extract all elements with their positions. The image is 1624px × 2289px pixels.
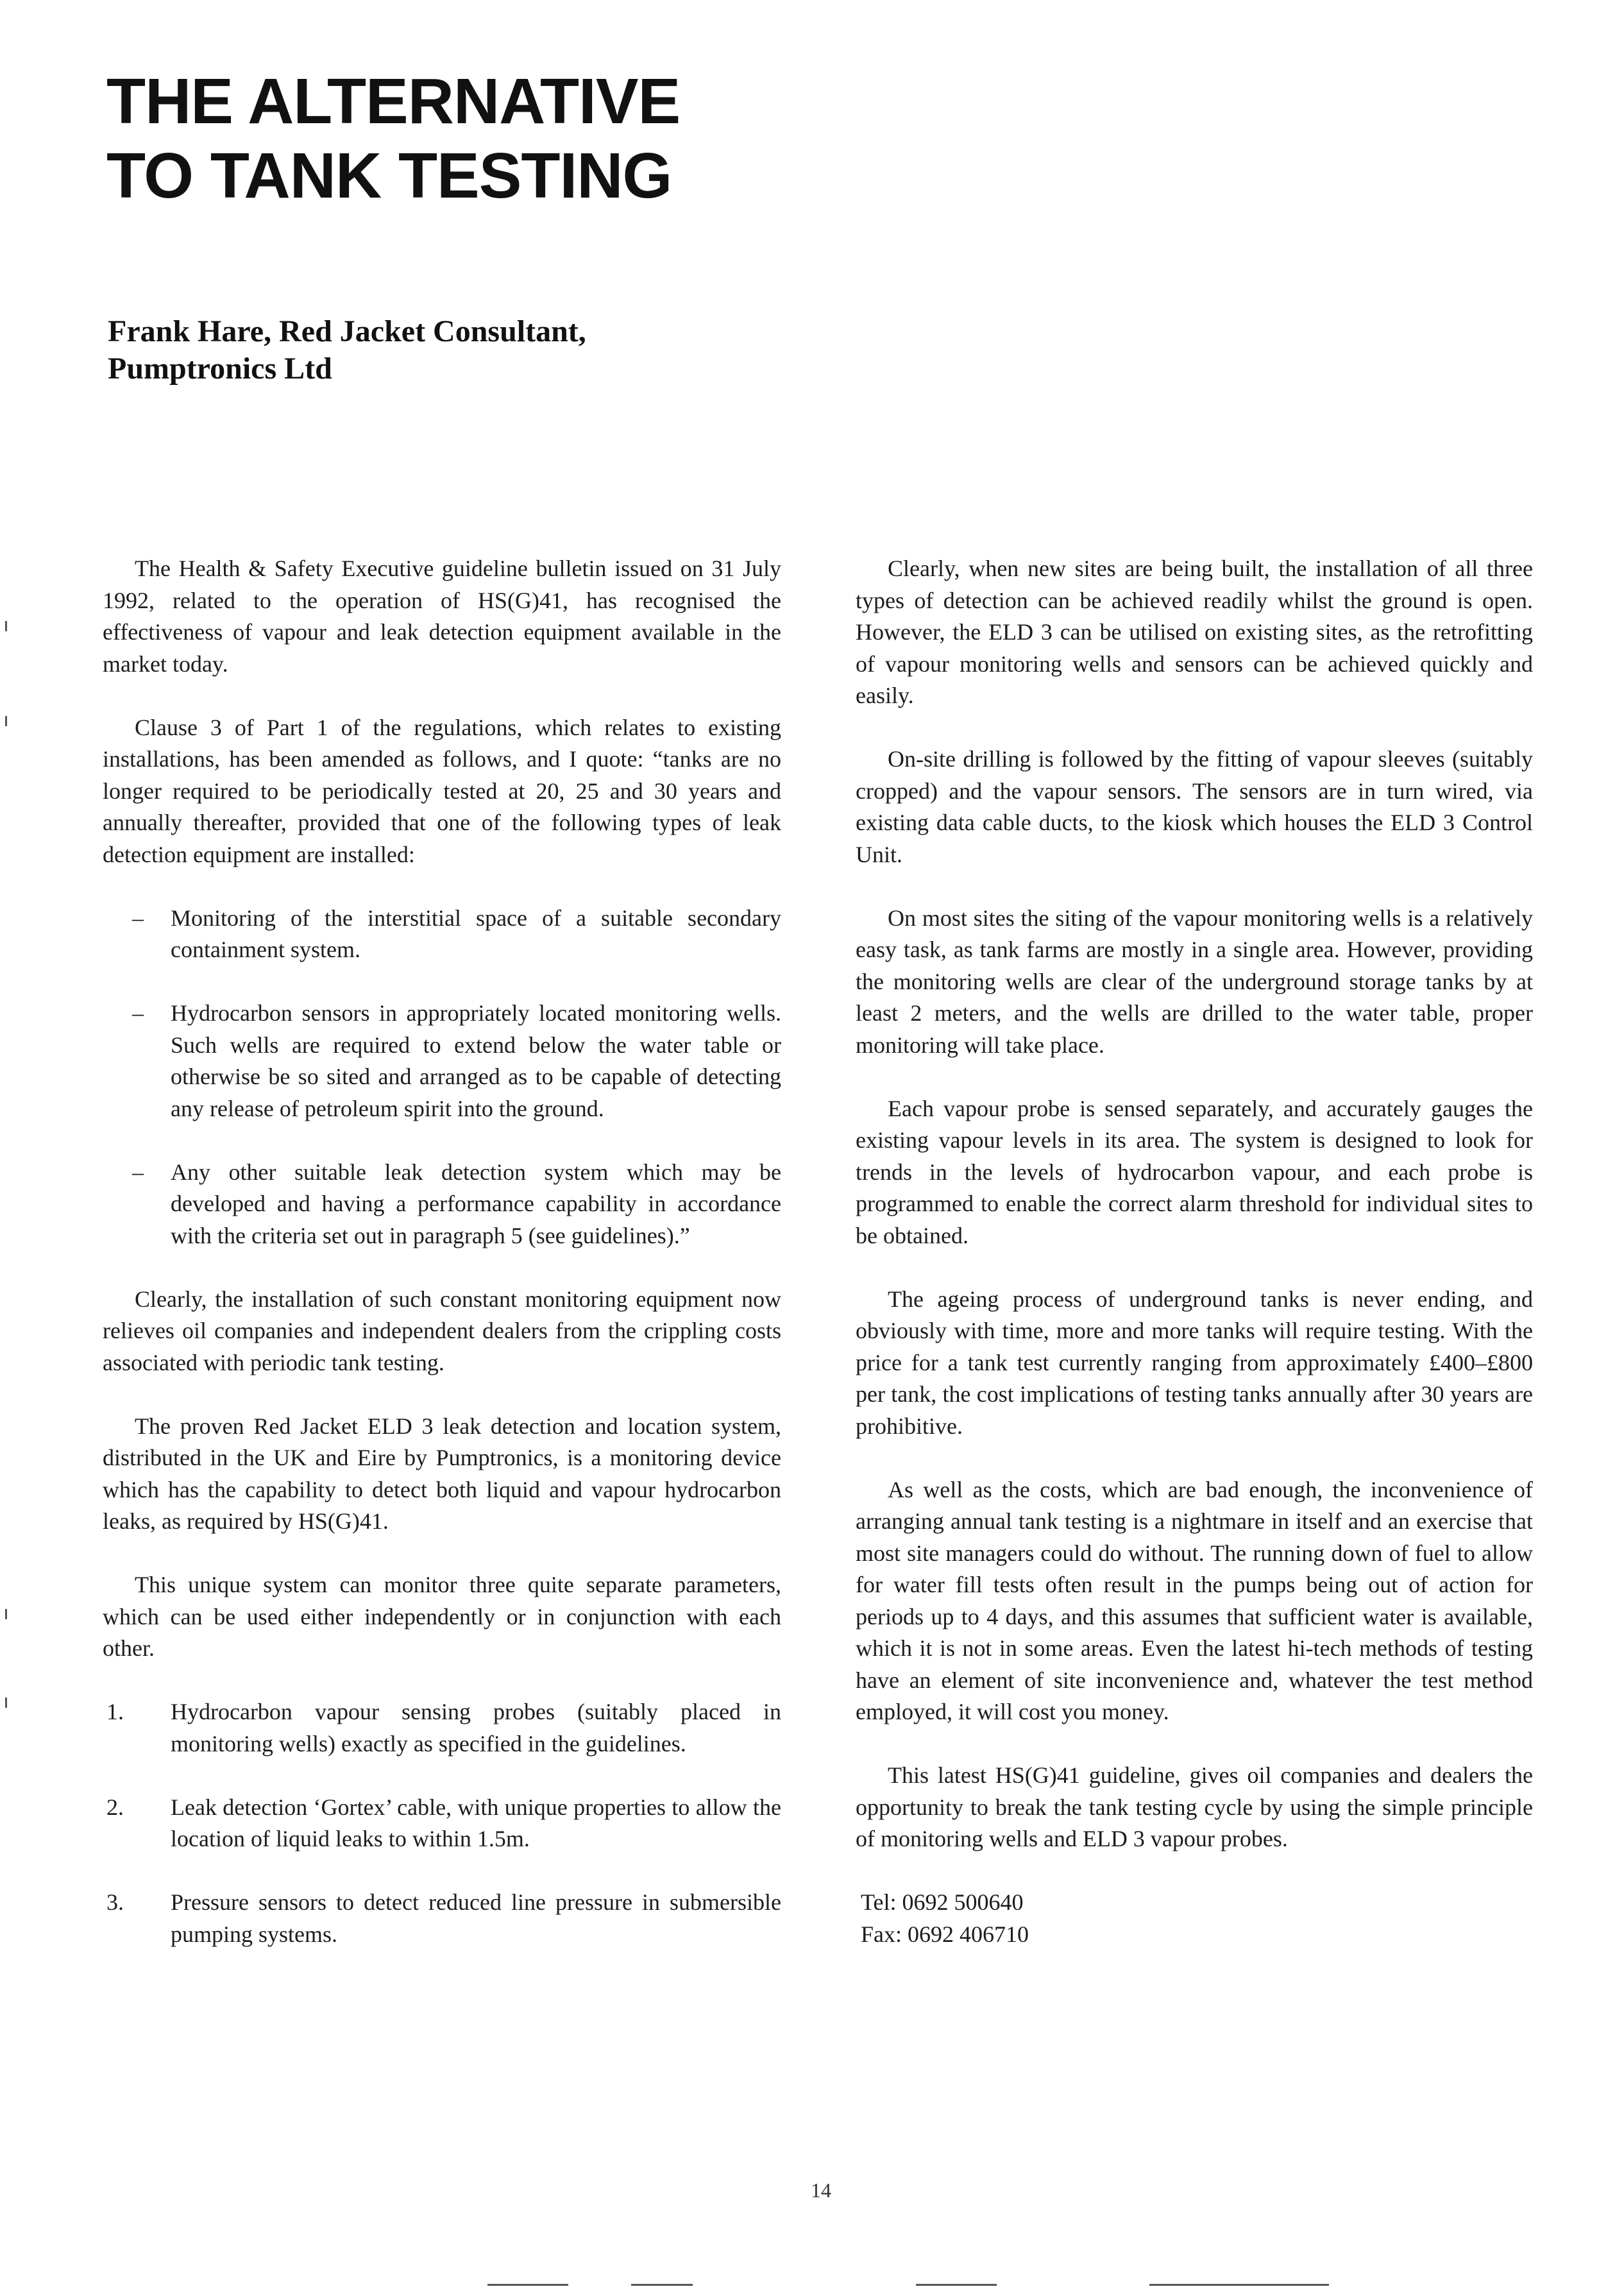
scan-edge-line xyxy=(631,2284,693,2286)
right-column xyxy=(856,553,1533,1950)
fax-number: Fax: 0692 406710 xyxy=(861,1921,1029,1947)
paragraph: The proven Red Jacket ELD 3 leak detection and location system, distributed in the UK and Eire by Pumptronics, is a monitoring device which has the capability to detect both liquid and vapour hydrocarbon leaks, as required by HS(G)41. xyxy=(103,1413,781,1534)
author-line-1: Frank Hare, Red Jacket Consultant, xyxy=(108,314,586,348)
list-number: 2. xyxy=(106,1794,124,1820)
paragraph: As well as the costs, which are bad enough, the inconvenience of arranging annual tank testing is a nightmare in itself and an exercise that most site managers could do without. The running down of fuel to allow for water fill tests often result in the pumps being out of action for periods up to 4 days, and this assumes that sufficient water is available, which it is not in some areas. Even the latest hi-tech methods of testing have an element of site inconvenience and, whatever the test method employed, it will cost you money. xyxy=(856,1476,1533,1724)
author-byline xyxy=(108,313,586,387)
contact-info xyxy=(856,1887,1533,1950)
dash-marker: – xyxy=(132,1000,144,1026)
article-title xyxy=(106,64,680,213)
title-line-1: THE ALTERNATIVE xyxy=(106,65,681,137)
page-number: 14 xyxy=(811,2179,831,2202)
left-column xyxy=(103,553,781,1982)
author-line-2: Pumptronics Ltd xyxy=(108,352,332,386)
scan-mark xyxy=(5,1609,7,1619)
list-item-text: Hydrocarbon vapour sensing probes (suitably placed in monitoring wells) exactly as specified in the guidelines. xyxy=(171,1699,781,1757)
scan-edge-line xyxy=(916,2284,997,2286)
list-item xyxy=(103,903,781,966)
list-item xyxy=(103,998,781,1125)
scan-edge-line xyxy=(487,2284,568,2286)
list-item-text: Leak detection ‘Gortex’ cable, with unique properties to allow the location of liquid leaks to within 1.5m. xyxy=(171,1794,781,1851)
scan-edge-line xyxy=(1149,2284,1329,2286)
dash-marker: – xyxy=(132,905,144,931)
bullet-list xyxy=(103,903,781,1252)
paragraph: Clause 3 of Part 1 of the regulations, which relates to existing installations, has been amended as follows, and I quote: “tanks are no longer required to be periodically tested at 20, 25 and 30 years and annually thereafter, provided that one of the following types of leak detection equipment are installed: xyxy=(103,714,781,867)
scan-mark xyxy=(5,716,7,726)
telephone-number: Tel: 0692 500640 xyxy=(861,1889,1024,1915)
paragraph: On most sites the siting of the vapour monitoring wells is a relatively easy task, as tank farms are mostly in a single area. However, providing the monitoring wells are clear of the underground storage tanks by at least 2 meters, and the wells are drilled to the water table, proper monitoring will take place. xyxy=(856,905,1533,1058)
list-item xyxy=(103,1792,781,1855)
list-item-text: Any other suitable leak detection system which may be developed and having a performance capability in accordance with the criteria set out in paragraph 5 (see guidelines).” xyxy=(171,1159,781,1248)
dash-marker: – xyxy=(132,1159,144,1185)
numbered-list xyxy=(103,1696,781,1950)
list-number: 3. xyxy=(106,1889,124,1915)
title-line-2: TO TANK TESTING xyxy=(106,140,672,212)
paragraph: This unique system can monitor three quite separate parameters, which can be used either independently or in conjunction with each other. xyxy=(103,1572,781,1661)
list-item xyxy=(103,1157,781,1252)
scan-mark xyxy=(5,1698,7,1708)
paragraph: The Health & Safety Executive guideline bulletin issued on 31 July 1992, related to the operation of HS(G)41, has recognised the effectiveness of vapour and leak detection equipment available in the market today. xyxy=(103,556,781,677)
scan-mark xyxy=(5,621,7,631)
list-item xyxy=(103,1696,781,1760)
list-number: 1. xyxy=(106,1699,124,1724)
paragraph: Clearly, when new sites are being built, the installation of all three types of detection can be achieved readily whilst the ground is open. However, the ELD 3 can be utilised on existing sites, as the retrofitting of vapour monitoring wells and sensors can be achieved quickly and easily. xyxy=(856,556,1533,708)
paragraph: The ageing process of underground tanks is never ending, and obviously with time, more and more tanks will require testing. With the price for a tank test currently ranging from approximately £400–£800 per tank, the cost implications of testing tanks annually after 30 years are prohibitive. xyxy=(856,1286,1533,1439)
list-item-text: Pressure sensors to detect reduced line pressure in submersible pumping systems. xyxy=(171,1889,781,1947)
paragraph: Each vapour probe is sensed separately, and accurately gauges the existing vapour levels in its area. The system is designed to look for trends in the levels of hydrocarbon vapour, and each probe is programmed to enable the correct alarm threshold for individual sites to be obtained. xyxy=(856,1095,1533,1248)
list-item-text: Hydrocarbon sensors in appropriately located monitoring wells. Such wells are required to extend below the water table or otherwise be so sited and arranged as to be capable of detecting any release of petroleum spirit into the ground. xyxy=(171,1000,781,1121)
paragraph: On-site drilling is followed by the fitting of vapour sleeves (suitably cropped) and the vapour sensors. The sensors are in turn wired, via existing data cable ducts, to the kiosk which houses the ELD 3 Control Unit. xyxy=(856,746,1533,867)
list-item xyxy=(103,1887,781,1950)
list-item-text: Monitoring of the interstitial space of a suitable secondary containment system. xyxy=(171,905,781,962)
paragraph: Clearly, the installation of such constant monitoring equipment now relieves oil companies and independent dealers from the crippling costs associated with periodic tank testing. xyxy=(103,1286,781,1375)
paragraph: This latest HS(G)41 guideline, gives oil companies and dealers the opportunity to break the tank testing cycle by using the simple principle of monitoring wells and ELD 3 vapour probes. xyxy=(856,1762,1533,1851)
